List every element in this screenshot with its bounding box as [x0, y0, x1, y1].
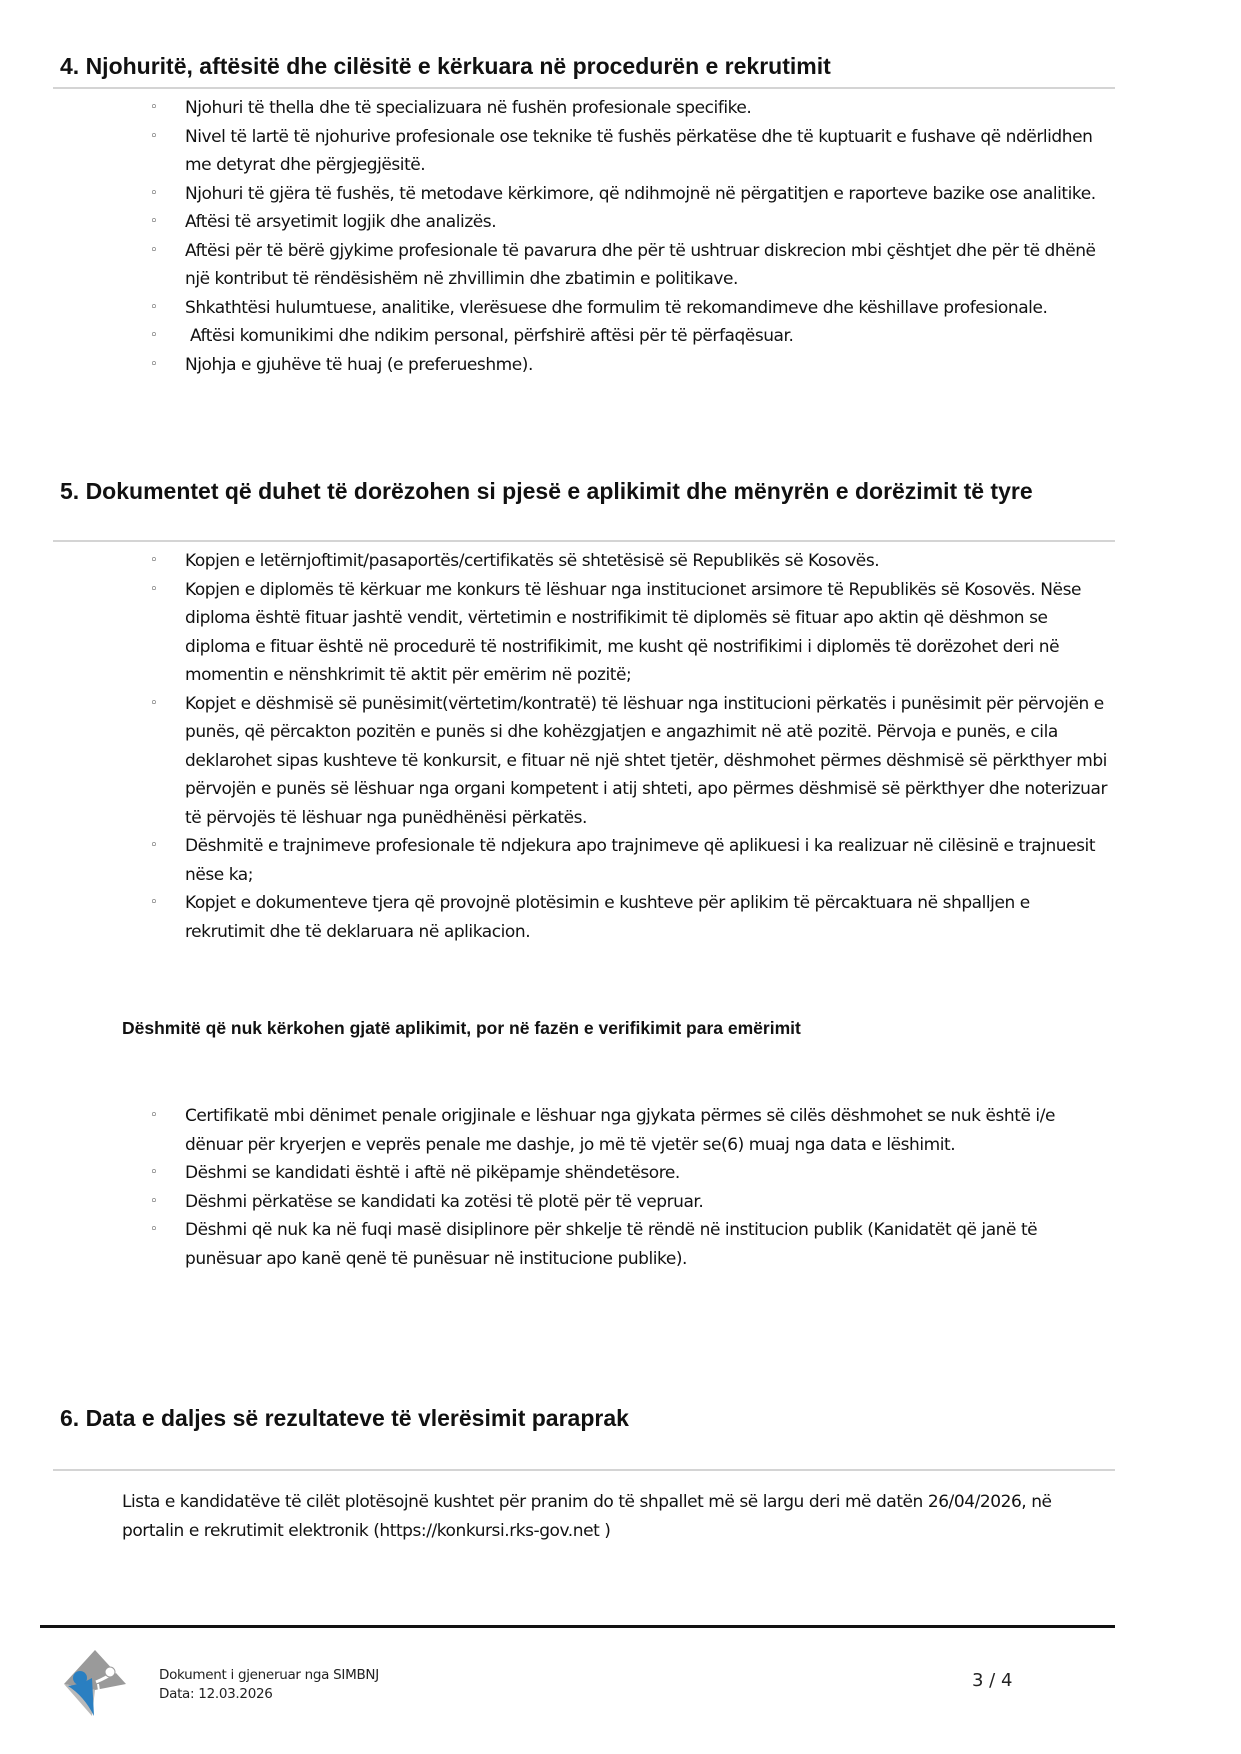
section-4-title: 4. Njohuritë, aftësitë dhe cilësitë e kërkuara në procedurën e rekrutimit: [60, 53, 831, 79]
bullet-icon: ◦: [150, 1222, 158, 1237]
section-4-divider: [53, 87, 1115, 89]
bullet-icon: ◦: [150, 895, 158, 910]
list-item: ◦ Aftësi të arsyetimit logjik dhe analizës.: [150, 208, 1110, 237]
results-date-paragraph: Lista e kandidatëve të cilët plotësojnë kushtet për pranim do të shpallet më së largu deri më datën 26/04/2026, në portalin e rekrutimit elektronik (https://konkursi.rks-gov.net ): [122, 1492, 1052, 1541]
section-5-title: 5. Dokumentet që duhet të dorëzohen si pjesë e aplikimit dhe mënyrën e dorëzimit të tyre: [60, 478, 1033, 504]
verification-list: [150, 1102, 1110, 1273]
generated-date: Data: 12.03.2026: [159, 1686, 273, 1702]
verification-subheading: Dëshmitë që nuk kërkohen gjatë aplikimit, por në fazën e verifikimit para emërimit: [122, 1018, 801, 1038]
page-number: 3 / 4: [972, 1670, 1013, 1691]
section-6-divider: [53, 1469, 1115, 1471]
list-item: ◦ Certifikatë mbi dënimet penale origjinale e lëshuar nga gjykata përmes së cilës dëshmohet se nuk është i/e dënuar për kryerjen e veprës penale me dashje, jo më të vjetër se(6) muaj nga data e lëshimit.: [150, 1102, 1110, 1159]
generated-by-text: Dokument i gjeneruar nga SIMBNJ: [159, 1667, 379, 1683]
bullet-icon: ◦: [150, 1165, 158, 1180]
bullet-icon: ◦: [150, 328, 158, 343]
bullet-icon: ◦: [150, 553, 158, 568]
bullet-icon: ◦: [150, 299, 158, 315]
list-item: ◦ Kopjen e diplomës të kërkuar me konkurs të lëshuar nga institucionet arsimore të Republikës së Kosovës. Nëse diploma është fituar jashtë vendit, vërtetimin e nostrifikimit të diplomës së fituar apo aktin që dëshmon se diploma e fituar është në procedurë të nostrifikimit, me kusht që nostrifikimi i diplomës të dorëzohet deri në momentin e nënshkrimit të aktit për emërim në pozitë;: [150, 576, 1110, 690]
bullet-icon: ◦: [150, 695, 158, 711]
bullet-icon: ◦: [150, 581, 158, 597]
list-item: ◦ Dëshmi që nuk ka në fuqi masë disiplinore për shkelje të rëndë në institucion publik (Kanidatët që janë të punësuar apo kanë qenë të punësuar në institucione publike).: [150, 1216, 1110, 1273]
section-6-title: 6. Data e daljes së rezultateve të vlerësimit paraprak: [60, 1405, 629, 1431]
bullet-icon: ◦: [150, 185, 158, 201]
simbnj-logo-icon: [62, 1648, 128, 1718]
list-item: ◦ Aftësi për të bërë gjykime profesionale të pavarura dhe për të ushtruar diskrecion mbi çështjet dhe për të dhënë një kontribut të rëndësishëm në zhvillimin dhe zbatimin e politikave.: [150, 237, 1110, 294]
list-item: ◦ Aftësi komunikimi dhe ndikim personal, përfshirë aftësi për të përfaqësuar.: [150, 322, 1110, 351]
footer-divider: [40, 1625, 1115, 1628]
footer-info: [159, 1666, 379, 1704]
list-item: ◦ Njohuri të thella dhe të specializuara në fushën profesionale specifike.: [150, 94, 1110, 123]
bullet-icon: ◦: [150, 1108, 158, 1123]
section-5-divider: [53, 540, 1115, 542]
bullet-icon: ◦: [150, 128, 158, 144]
list-item: ◦ Kopjen e letërnjoftimit/pasaportës/certifikatës së shtetësisë së Republikës së Kosovës.: [150, 547, 1110, 576]
bullet-icon: ◦: [150, 1193, 158, 1209]
list-item: ◦ Dëshmi se kandidati është i aftë në pikëpamje shëndetësore.: [150, 1159, 1110, 1188]
list-item: ◦ Dëshmitë e trajnimeve profesionale të ndjekura apo trajnimeve që aplikuesi i ka realizuar në cilësinë e trajnuesit nëse ka;: [150, 832, 1110, 889]
bullet-icon: ◦: [150, 242, 158, 258]
bullet-icon: ◦: [150, 356, 158, 372]
section-5-list: [150, 547, 1110, 946]
list-item: ◦ Njohuri të gjëra të fushës, të metodave kërkimore, që ndihmojnë në përgatitjen e raporteve bazike ose analitike.: [150, 180, 1110, 209]
section-4-list: [150, 94, 1110, 379]
list-item: ◦ Nivel të lartë të njohurive profesionale ose teknike të fushës përkatëse dhe të kuptuarit e fushave që ndërlidhen me detyrat dhe përgjegjësitë.: [150, 123, 1110, 180]
list-item: ◦ Kopjet e dëshmisë së punësimit(vërtetim/kontratë) të lëshuar nga institucioni përkatës i punësimit për përvojën e punës, që përcakton pozitën e punës si dhe kohëzgjatjen e angazhimit në atë pozitë. Përvoja e punës, e cila deklarohet sipas kushteve të konkursit, e fituar në një shtet tjetër, dëshmohet përmes dëshmisë së përkthyer mbi përvojën e punës së lëshuar nga organi kompetent i atij shteti, apo përmes dëshmisë së përkthyer dhe noterizuar të përvojës të lëshuar nga punëdhënësi përkatës.: [150, 690, 1110, 833]
list-item: ◦ Shkathtësi hulumtuese, analitike, vlerësuese dhe formulim të rekomandimeve dhe këshillave profesionale.: [150, 294, 1110, 323]
bullet-icon: ◦: [150, 214, 158, 229]
bullet-icon: ◦: [150, 838, 158, 853]
list-item: ◦ Dëshmi përkatëse se kandidati ka zotësi të plotë për të vepruar.: [150, 1188, 1110, 1217]
list-item: ◦ Njohja e gjuhëve të huaj (e preferueshme).: [150, 351, 1110, 380]
list-item: ◦ Kopjet e dokumenteve tjera që provojnë plotësimin e kushteve për aplikim të përcaktuara në shpalljen e rekrutimit dhe të deklaruara në aplikacion.: [150, 889, 1110, 946]
bullet-icon: ◦: [150, 100, 158, 115]
